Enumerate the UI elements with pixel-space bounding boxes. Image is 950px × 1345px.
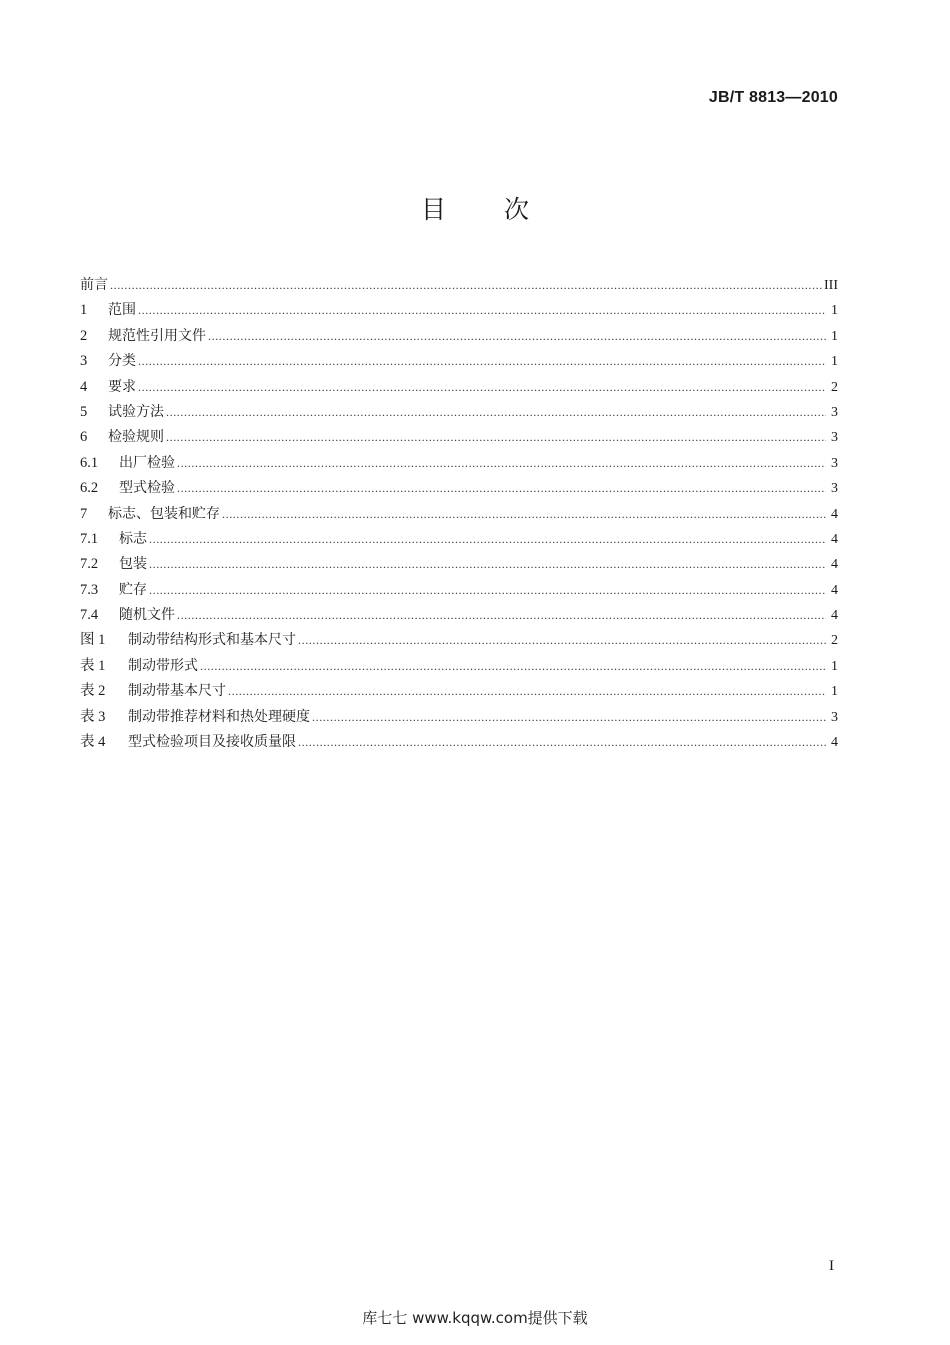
- toc-entry[interactable]: [80, 603, 838, 628]
- toc-entry[interactable]: [80, 578, 838, 603]
- toc-entry-label: 检验规则: [108, 429, 164, 446]
- toc-leader-dots: [138, 349, 826, 374]
- toc-entry-page: 3: [831, 404, 838, 420]
- footer-watermark: 库七七 www.kqqw.com提供下载: [362, 1309, 588, 1327]
- toc-entry-label: 要求: [108, 378, 136, 395]
- toc-entry-number: 3: [80, 353, 88, 370]
- toc-entry-page: 4: [831, 582, 838, 598]
- toc-leader-dots: [312, 705, 826, 730]
- toc-entry[interactable]: [80, 375, 838, 400]
- toc-entry-label: 标志: [119, 530, 147, 547]
- toc-entry-page: III: [824, 278, 838, 293]
- toc-leader-dots: [298, 730, 826, 755]
- toc-entry-label: 制动带结构形式和基本尺寸: [128, 632, 296, 649]
- toc-entry-number: 7.2: [80, 556, 99, 573]
- toc-entry-page: 4: [831, 531, 838, 547]
- toc-entry-page: 3: [831, 430, 838, 446]
- toc-leader-dots: [177, 603, 826, 628]
- toc-entry-page: 1: [831, 303, 838, 319]
- toc-leader-dots: [298, 628, 826, 653]
- toc-entry-number: 表 2: [80, 683, 106, 700]
- toc-entry[interactable]: [80, 552, 838, 577]
- toc-entry-number: 2: [80, 327, 88, 344]
- toc-entry-number: 图 1: [80, 632, 106, 649]
- toc-entry[interactable]: [80, 349, 838, 374]
- toc-entry[interactable]: [80, 451, 838, 476]
- toc-entry-label: 包装: [119, 556, 147, 573]
- toc-entry[interactable]: [80, 502, 838, 527]
- table-of-contents: [80, 273, 838, 755]
- toc-entry-label: 贮存: [119, 581, 147, 598]
- toc-entry-number: 1: [80, 302, 88, 319]
- toc-entry-label: 分类: [108, 353, 136, 370]
- toc-leader-dots: [149, 527, 826, 552]
- toc-entry-page: 2: [831, 633, 838, 649]
- toc-entry-page: 1: [831, 684, 838, 700]
- toc-entry-number: 表 1: [80, 657, 106, 674]
- toc-entry[interactable]: [80, 400, 838, 425]
- toc-entry[interactable]: [80, 705, 838, 730]
- toc-leader-dots: [149, 552, 826, 577]
- toc-entry-label: 随机文件: [119, 607, 175, 624]
- toc-leader-dots: [228, 679, 826, 704]
- toc-entry[interactable]: [80, 324, 838, 349]
- toc-entry[interactable]: [80, 527, 838, 552]
- toc-entry-page: 1: [831, 354, 838, 370]
- toc-leader-dots: [200, 654, 826, 679]
- toc-entry-label: 制动带推荐材料和热处理硬度: [128, 708, 310, 725]
- toc-entry-label: 标志、包装和贮存: [108, 505, 220, 522]
- toc-leader-dots: [138, 298, 826, 323]
- toc-leader-dots: [208, 324, 826, 349]
- toc-leader-dots: [177, 451, 826, 476]
- toc-leader-dots: [222, 502, 826, 527]
- toc-entry-label: 前言: [80, 277, 108, 293]
- toc-entry-label: 试验方法: [108, 403, 164, 420]
- toc-entry-label: 范围: [108, 302, 136, 319]
- toc-entry-page: 1: [831, 328, 838, 344]
- toc-entry-page: 4: [831, 557, 838, 573]
- toc-entry-page: 2: [831, 379, 838, 395]
- toc-entry-label: 型式检验项目及接收质量限: [128, 734, 296, 751]
- toc-entry[interactable]: [80, 679, 838, 704]
- toc-entry-number: 表 3: [80, 708, 106, 725]
- toc-entry-number: 6: [80, 429, 88, 446]
- toc-entry[interactable]: [80, 628, 838, 653]
- toc-entry-page: 3: [831, 709, 838, 725]
- toc-entry[interactable]: [80, 654, 838, 679]
- toc-entry-label: 型式检验: [119, 480, 175, 497]
- page-number: I: [829, 1258, 834, 1274]
- standard-number: JB/T 8813—2010: [708, 89, 838, 106]
- toc-entry-number: 7.1: [80, 530, 99, 547]
- toc-entry-number: 7.3: [80, 581, 99, 598]
- toc-entry[interactable]: [80, 730, 838, 755]
- toc-leader-dots: [166, 400, 826, 425]
- toc-entry-number: 7: [80, 505, 88, 522]
- toc-entry[interactable]: [80, 298, 838, 323]
- toc-entry-number: 表 4: [80, 734, 106, 751]
- toc-entry-number: 7.4: [80, 607, 99, 624]
- toc-entry-label: 制动带基本尺寸: [128, 683, 226, 700]
- toc-entry-label: 制动带形式: [128, 657, 198, 674]
- toc-leader-dots: [149, 578, 826, 603]
- toc-entry-page: 3: [831, 481, 838, 497]
- page-title: [0, 190, 950, 226]
- toc-entry-number: 6.2: [80, 480, 99, 497]
- toc-entry[interactable]: [80, 425, 838, 450]
- toc-entry-page: 4: [831, 735, 838, 751]
- toc-entry-page: 4: [831, 506, 838, 522]
- toc-entry-number: 6.1: [80, 454, 99, 471]
- page-title-char-2: 次: [504, 195, 530, 224]
- toc-entry-label: 出厂检验: [119, 454, 175, 471]
- toc-entry-number: 5: [80, 403, 88, 420]
- toc-entry-page: 1: [831, 658, 838, 674]
- toc-leader-dots: [177, 476, 826, 501]
- toc-entry[interactable]: [80, 273, 838, 298]
- toc-leader-dots: [110, 273, 822, 298]
- toc-entry-number: 4: [80, 378, 88, 395]
- page-title-char-1: 目: [420, 195, 446, 224]
- toc-entry-label: 规范性引用文件: [108, 327, 206, 344]
- toc-entry-page: 4: [831, 608, 838, 624]
- toc-leader-dots: [166, 425, 826, 450]
- toc-leader-dots: [138, 375, 826, 400]
- toc-entry-page: 3: [831, 455, 838, 471]
- toc-entry[interactable]: [80, 476, 838, 501]
